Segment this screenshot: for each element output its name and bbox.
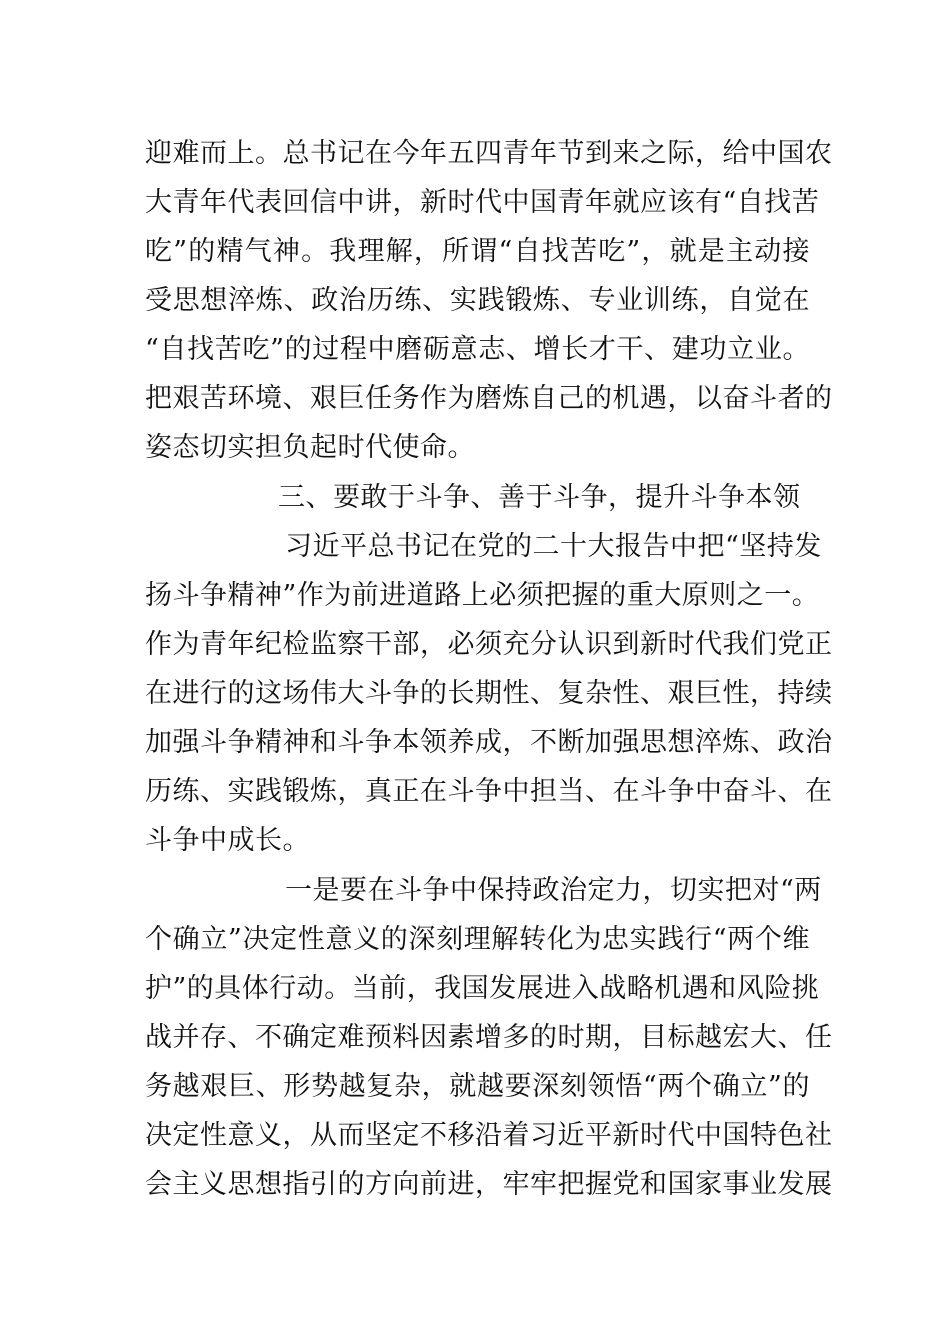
text-line: 决定性意义，从而坚定不移沿着习近平新时代中国特色社: [145, 1120, 833, 1151]
text-line: “自找苦吃”的过程中磨砺意志、增长才干、建功立业。: [145, 334, 810, 365]
text-line: 作为青年纪检监察干部，必须充分认识到新时代我们党正: [145, 629, 833, 660]
text-line: 姿态切实担负起时代使命。: [145, 432, 475, 463]
text-line: 吃”的精气神。我理解，所谓“自找苦吃”，就是主动接: [145, 236, 810, 267]
text-line: 扬斗争精神”作为前进道路上必须把握的重大原则之一。: [145, 580, 820, 611]
text-line: 护”的具体行动。当前，我国发展进入战略机遇和风险挑: [145, 973, 820, 1004]
paragraph-3: [145, 866, 833, 1209]
text-line: 在进行的这场伟大斗争的长期性、复杂性、艰巨性，持续: [145, 678, 833, 709]
text-line: 斗争中成长。: [145, 825, 310, 856]
text-line: 战并存、不确定难预料因素增多的时期，目标越宏大、任: [145, 1022, 833, 1053]
text-line: 迎难而上。总书记在今年五四青年节到来之际，给中国农: [145, 138, 833, 169]
text-line: 大青年代表回信中讲，新时代中国青年就应该有“自找苦: [145, 187, 820, 218]
text-line: 个确立”决定性意义的深刻理解转化为忠实践行“两个维: [145, 924, 810, 955]
section-heading: 三、要敢于斗争、善于斗争，提升斗争本领: [278, 482, 801, 513]
text-line: 务越艰巨、形势越复杂，就越要深刻领悟“两个确立”的: [145, 1071, 810, 1102]
text-line: 会主义思想指引的方向前进，牢牢把握党和国家事业发展: [145, 1169, 833, 1200]
text-line: 受思想淬炼、政治历练、实践锻炼、专业训练，自觉在: [145, 285, 810, 316]
text-line: 把艰苦环境、艰巨任务作为磨炼自己的机遇，以奋斗者的: [145, 383, 833, 414]
paragraph-2: [145, 522, 833, 865]
text-line: 习近平总书记在党的二十大报告中把“坚持发: [285, 531, 822, 562]
text-line: 加强斗争精神和斗争本领养成，不断加强思想淬炼、政治: [145, 727, 833, 758]
text-line: 一是要在斗争中保持政治定力，切实把对“两: [285, 875, 822, 906]
text-line: 历练、实践锻炼，真正在斗争中担当、在斗争中奋斗、在: [145, 776, 833, 807]
paragraph-1: [145, 129, 833, 472]
